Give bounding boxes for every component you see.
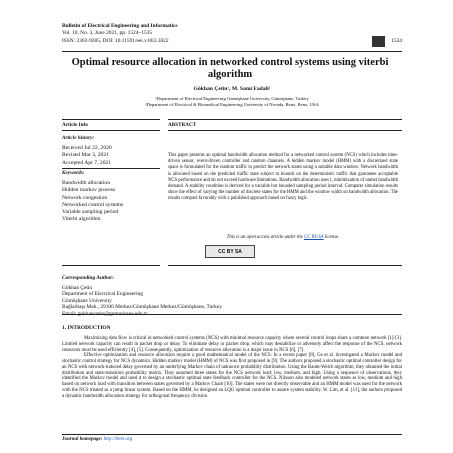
- homepage-label: Journal homepage:: [62, 437, 103, 442]
- abstract-heading-rule: [168, 130, 402, 131]
- header-rule: [62, 51, 402, 52]
- abstract-heading: ABSTRACT: [168, 122, 197, 128]
- journal-footer: [62, 437, 132, 442]
- volume-line: Vol. 10, No. 3, June 2021, pp. 1524~1535: [62, 29, 153, 36]
- corresponding-univ: Gümüşhane University: [62, 297, 112, 304]
- corresponding-dept: Department of Electrical Engineering: [62, 291, 143, 298]
- abstract-text: This paper presents an optimal bandwidth allocation method for a networked control system (NCS) which includes time-driven sensor, event-driven controller and random channels. A hidden markov model (HMM) with a discretized state space is formulated for the random traffic to predict the network states using a suitable data window. Network bandwidth is allocated based on the predicted traffic state subject to bounds on the deterministic traffic that guarantee acceptable NCS performance and do not exceed hardware limitations. Bandwidth allocation uses l₁ minimization of unmet bandwidth demand. A stability condition is derived for a variable but bounded sampling period interval. Computer simulation results show the effect of varying the number of discrete states for the HMM and the window width on bandwidth allocation. The results compare favorably with a published approach based on fuzzy logic.: [168, 153, 398, 202]
- abstract-top-rule: [168, 119, 402, 120]
- corresponding-bottom-rule: [62, 314, 402, 315]
- intro-paragraph-2: Effective optimization and resource allocation require a good mathematical model of the NCS. In a recent paper [8], Ge et al. investigated a Markov model and stochastic control strategy for NCS dynamics. Hidden markov model (HMM) of NCS was first proposed in [9]. The authors proposed a stochastic optimal controller design for an NCS with network-induced delay governed by an underlying Markov chain of unknown probability distribution. Using the Baum-Welch algorithm, they obtained the initial distribution and state-transition probability matrix. They assumed three states for the NCS network load: low, medium, and high. Using a sequence of observations, they identified the Markov model and used it to design a stochastic optimal state feedback controller for the NCS. Nilsson also modeled network states as low, medium and high based on network load with transition between states governed by a Markov Chain [10]. The states were not directly observable and an HMM model was used for the network with the NCS treated as a jump linear system. Based on the HMM, he designed an LQG optimal controller to assure system stability. W. Lim, et al. [11], the authors proposed a dynamic bandwidth allocation strategy for orthogonal frequency division: [62, 353, 402, 399]
- revised-date: Revised Mar 3, 2021: [62, 152, 109, 159]
- journal-name: Bulletin of Electrical Engineering and Informatics: [62, 23, 178, 29]
- affiliation-1: ¹Department of Electrical Engineering Gümüşhane University, Gümüşhane, Turkey: [155, 96, 309, 101]
- paper-title: Optimal resource allocation in networked control systems using viterbi algorithm: [71, 57, 389, 80]
- issn-line: ISSN: 2302-9285, DOI: 10.11591/eei.v10i3.3022: [62, 38, 169, 45]
- accepted-date: Accepted Apr 7, 2021: [62, 159, 112, 166]
- author-list: Gökhan Çetin¹, M. Sami Fadali²: [193, 86, 271, 92]
- cc-license-badge-icon[interactable]: CC BY SA: [205, 245, 255, 258]
- received-date: Received Jul 22, 2020: [62, 145, 112, 152]
- footer-rule: [62, 434, 402, 435]
- article-info-heading: Article Info: [62, 122, 88, 128]
- corresponding-name: Gökhan Çetin: [62, 284, 93, 291]
- keyword-item: Variable sampling period: [62, 209, 119, 216]
- journal-header: [62, 23, 402, 47]
- introduction-heading: 1. INTRODUCTION: [62, 325, 111, 331]
- keywords-block: [62, 170, 123, 223]
- article-history: [62, 135, 112, 167]
- page-number: 1524: [391, 38, 402, 45]
- keyword-item: Network congestion: [62, 194, 108, 201]
- history-label: Article history:: [62, 135, 95, 141]
- introduction-body: [62, 336, 402, 399]
- keyword-item: Hidden markov process: [62, 187, 116, 194]
- abstract-bottom-rule: [168, 265, 402, 266]
- keyword-item: Bandwidth allocation: [62, 180, 111, 187]
- affiliation-2: ²Department of Electrical & Biomedical Engineering University of Nevada, Reno, Reno, USA: [145, 102, 319, 107]
- corresponding-author-block: [62, 275, 282, 318]
- intro-paragraph-1: Maximizing data flow is critical in networked control systems (NCS) with minimal resource capacity where several control loops share a common network [1]-[3]. Limited network capacity can result in packet drop or delay. To eliminate delay or packet drop, which may destabilize or adversely affect the response of the NCS, network resources must be used efficiently [4], [5]. Consequently, optimization of resource allocation is a major issue in NCS [6], [7].: [62, 336, 402, 353]
- license-statement: This is an open access article under the CC BY-SA license.: [226, 235, 340, 240]
- article-info-top-rule: [62, 119, 160, 120]
- journal-logo-icon: [372, 36, 385, 47]
- history-rule: [62, 168, 160, 169]
- homepage-link[interactable]: http://beei.org: [103, 437, 133, 442]
- corresponding-address: Bağlarbaşı Mah., 29100 Merkez/Gümüşhane Merkez/Gümüşhane, Turkey: [62, 304, 222, 311]
- corresponding-label: Corresponding Author:: [62, 275, 115, 281]
- keywords-label: Keywords:: [62, 170, 85, 176]
- license-link[interactable]: CC BY-SA: [303, 235, 324, 240]
- article-info-heading-rule: [62, 130, 160, 131]
- keyword-item: Networked control systems: [62, 201, 124, 208]
- article-info-bottom-rule: [62, 265, 160, 266]
- keyword-item: Viterbi algorithm: [62, 216, 101, 223]
